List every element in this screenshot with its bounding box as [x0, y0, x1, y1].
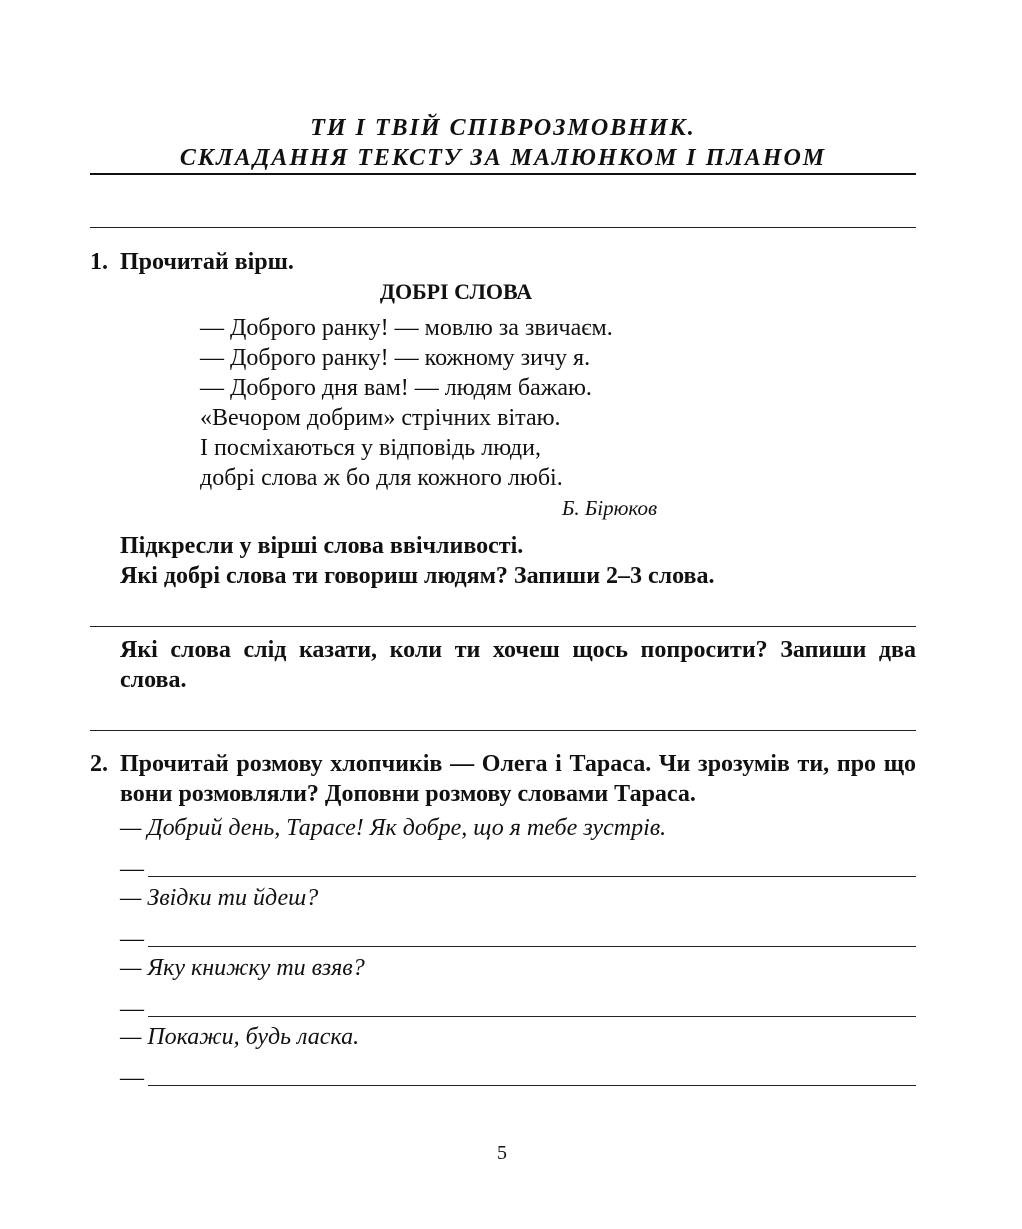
answer-line[interactable]	[90, 626, 916, 627]
poem-title: ДОБРІ СЛОВА	[379, 279, 533, 304]
dialogue-answer-line[interactable]	[148, 1016, 916, 1017]
page-number: 5	[497, 1142, 507, 1164]
dialogue-oleg-line: — Яку книжку ти взяв?	[120, 955, 365, 981]
task1-question-kind-words: Які добрі слова ти говориш людям? Запиши 2–3 слова.	[120, 563, 715, 589]
poem-author: Б. Бірюков	[562, 496, 658, 520]
dialogue-answer-dash: —	[120, 926, 144, 952]
dialogue-oleg-line: — Звідки ти йдеш?	[120, 885, 319, 911]
dialogue-oleg-line: — Покажи, будь ласка.	[120, 1024, 360, 1050]
dialogue-answer-dash: —	[120, 1065, 144, 1091]
poem-line: — Доброго ранку! — мовлю за звичаєм.	[200, 315, 613, 341]
poem-line: — Доброго ранку! — кожному зичу я.	[200, 345, 591, 371]
task1-question-request-words-cont: слова.	[120, 667, 187, 693]
dialogue-answer-dash: —	[120, 996, 144, 1022]
task1-question-underline: Підкресли у вірші слова ввічливості.	[120, 533, 524, 559]
dialogue-answer-line[interactable]	[148, 876, 916, 877]
header-rule	[90, 173, 916, 175]
dialogue-answer-line[interactable]	[148, 1085, 916, 1086]
task2-number: 2.	[90, 751, 108, 777]
task1-instruction: Прочитай вірш.	[120, 249, 294, 275]
task2-instruction-line1: Прочитай розмову хлопчиків — Олега і Тараса. Чи зрозумів ти, про що	[120, 751, 916, 777]
dialogue-answer-dash: —	[120, 856, 144, 882]
poem-line: — Доброго дня вам! — людям бажаю.	[200, 375, 592, 401]
dialogue-answer-line[interactable]	[148, 946, 916, 947]
answer-line[interactable]	[90, 227, 916, 228]
poem-line: «Вечором добрим» стрічних вітаю.	[200, 405, 561, 431]
poem-line: І посміхаються у відповідь люди,	[200, 435, 541, 461]
answer-line[interactable]	[90, 730, 916, 731]
task2-instruction-line2: вони розмовляли? Доповни розмову словами Тараса.	[120, 781, 696, 807]
dialogue-oleg-line: — Добрий день, Тарасе! Як добре, що я тебе зустрів.	[120, 815, 667, 841]
chapter-title-line1: ТИ І ТВІЙ СПІВРОЗМОВНИК.	[310, 115, 696, 141]
chapter-title-line2: СКЛАДАННЯ ТЕКСТУ ЗА МАЛЮНКОМ І ПЛАНОМ	[179, 145, 827, 171]
task1-number: 1.	[90, 249, 108, 275]
task1-question-request-words: Які слова слід казати, коли ти хочеш щось попросити? Запиши два	[120, 637, 916, 663]
poem-line: добрі слова ж бо для кожного любі.	[200, 465, 563, 491]
